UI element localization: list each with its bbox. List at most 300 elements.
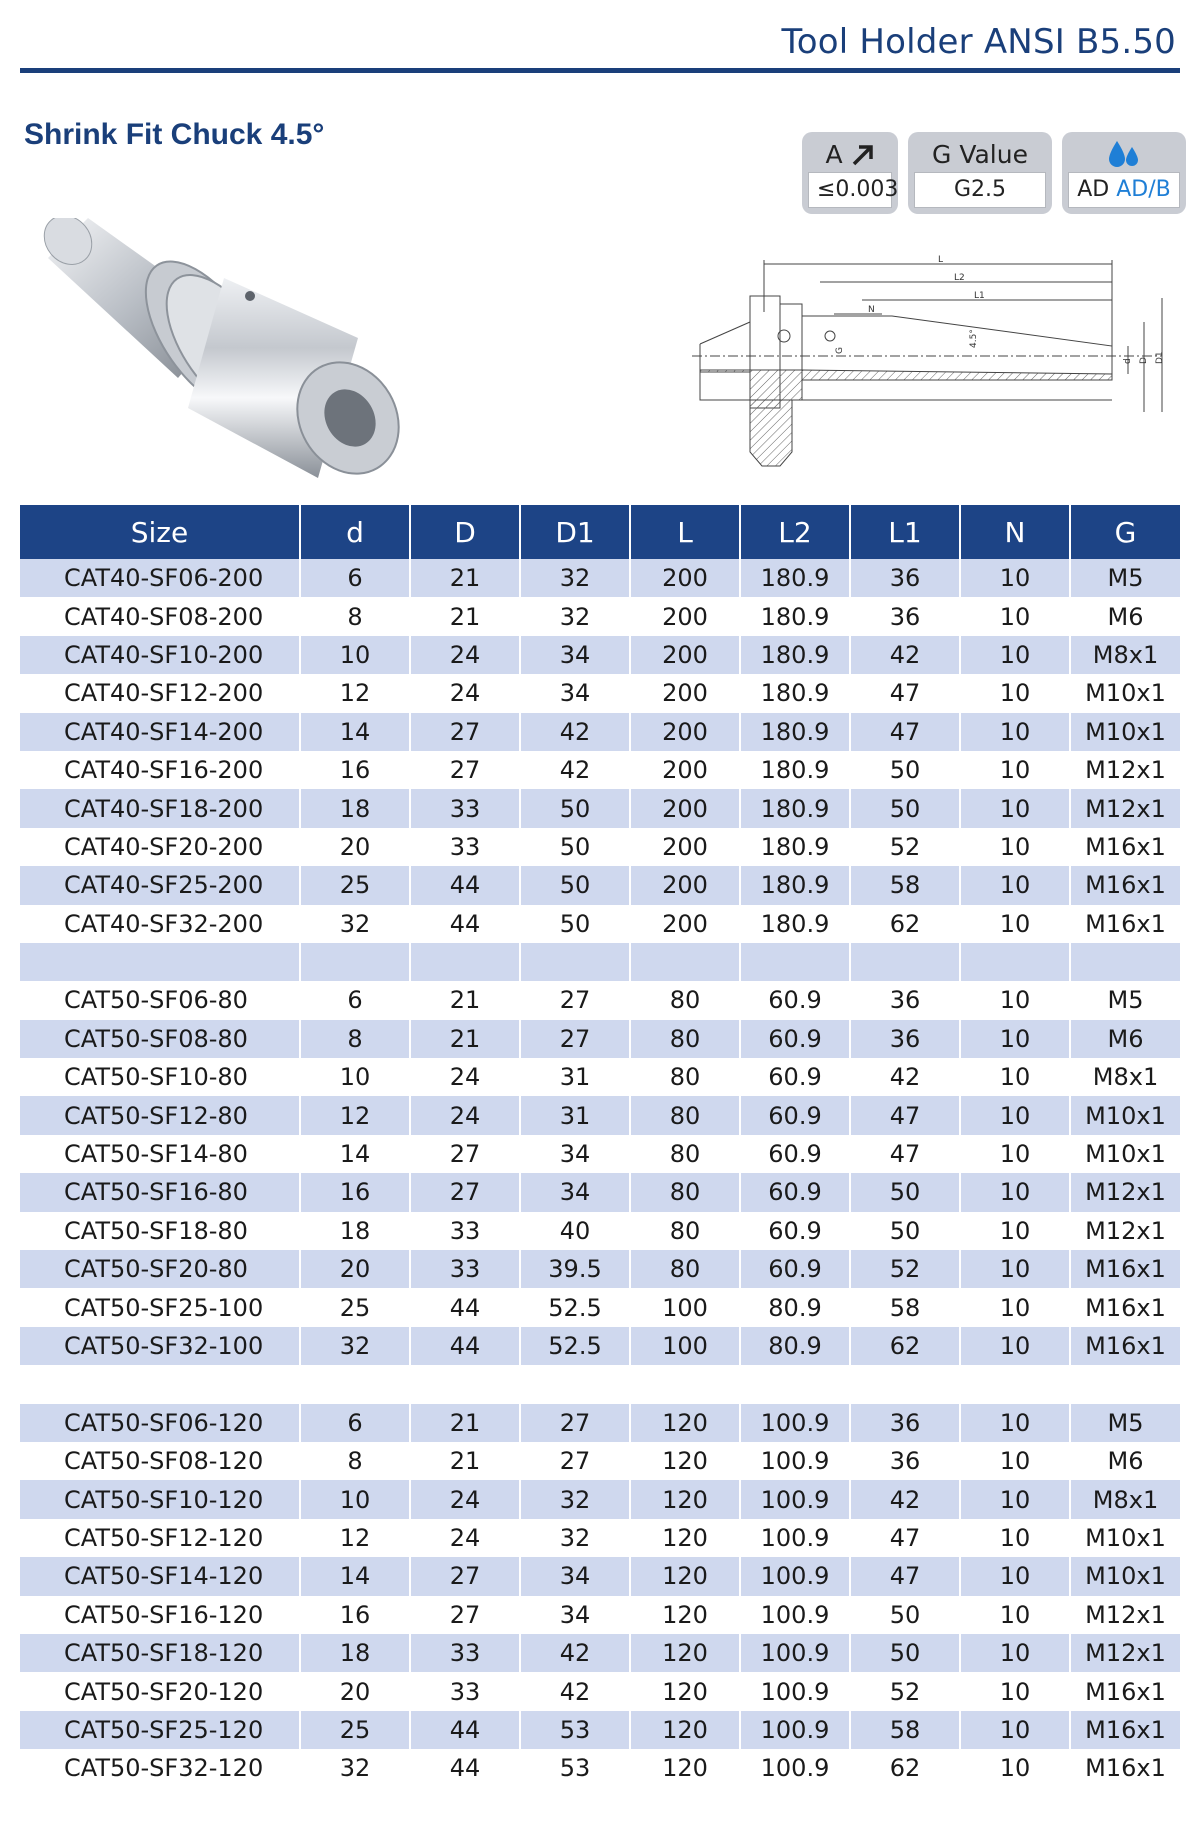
table-cell-D: 21	[410, 597, 520, 635]
table-cell-G: M16x1	[1070, 905, 1180, 943]
table-cell-G: M16x1	[1070, 1749, 1180, 1787]
table-cell-L: 80	[630, 1135, 740, 1173]
table-cell-L2: 180.9	[740, 828, 850, 866]
table-cell-D1: 53	[520, 1711, 630, 1749]
table-cell-d: 25	[300, 866, 410, 904]
table-cell-size	[20, 943, 300, 981]
table-cell-L1: 62	[850, 905, 960, 943]
table-cell-L2: 60.9	[740, 1173, 850, 1211]
table-cell-D1: 52.5	[520, 1327, 630, 1365]
table-cell-size: CAT50-SF06-80	[20, 981, 300, 1019]
table-cell-L1: 36	[850, 1020, 960, 1058]
table-cell-D1: 52.5	[520, 1288, 630, 1326]
column-header-L2: L2	[740, 505, 850, 559]
table-cell-D: 33	[410, 1212, 520, 1250]
table-cell-N: 10	[960, 866, 1070, 904]
table-cell-N: 10	[960, 1212, 1070, 1250]
column-header-d: d	[300, 505, 410, 559]
table-cell-G: M10x1	[1070, 1519, 1180, 1557]
table-cell-d: 32	[300, 1749, 410, 1787]
table-cell-L1: 52	[850, 828, 960, 866]
table-cell-G	[1070, 943, 1180, 981]
table-row	[20, 1749, 1180, 1787]
table-cell-D: 24	[410, 1096, 520, 1134]
dim-label-L1: L1	[974, 291, 985, 301]
table-cell-size: CAT50-SF20-80	[20, 1250, 300, 1288]
table-row	[20, 597, 1180, 635]
accuracy-badge	[802, 132, 898, 214]
table-row	[20, 1557, 1180, 1595]
table-cell-D: 44	[410, 1711, 520, 1749]
table-cell-D1: 27	[520, 1020, 630, 1058]
dim-label-L2: L2	[954, 273, 965, 283]
table-cell-L	[630, 943, 740, 981]
diagonal-arrow-icon	[851, 143, 875, 167]
table-cell-L: 80	[630, 1212, 740, 1250]
table-cell-D: 27	[410, 713, 520, 751]
coolant-value-adb: AD/B	[1116, 177, 1171, 202]
dim-label-D1: D1	[1155, 351, 1165, 364]
table-cell-L: 200	[630, 559, 740, 597]
coolant-value-ad: AD	[1077, 177, 1110, 202]
table-cell-L: 120	[630, 1557, 740, 1595]
table-cell-size: CAT50-SF32-120	[20, 1749, 300, 1787]
table-cell-size: CAT50-SF16-80	[20, 1173, 300, 1211]
table-cell-L1: 58	[850, 1288, 960, 1326]
table-cell-N: 10	[960, 981, 1070, 1019]
table-cell-L1: 58	[850, 866, 960, 904]
dim-label-G: G	[835, 347, 845, 354]
table-cell-L1: 47	[850, 1519, 960, 1557]
table-cell-d: 10	[300, 1480, 410, 1518]
table-cell-G: M8x1	[1070, 636, 1180, 674]
column-header-G: G	[1070, 505, 1180, 559]
table-cell-size: CAT50-SF06-120	[20, 1404, 300, 1442]
table-cell-D: 21	[410, 1404, 520, 1442]
table-cell-N: 10	[960, 1519, 1070, 1557]
table-cell-L1: 52	[850, 1672, 960, 1710]
table-cell-L1: 50	[850, 1596, 960, 1634]
table-cell-D: 27	[410, 1557, 520, 1595]
table-cell-N: 10	[960, 1480, 1070, 1518]
table-row	[20, 751, 1180, 789]
table-cell-L: 200	[630, 789, 740, 827]
table-cell-N: 10	[960, 905, 1070, 943]
table-cell-size: CAT50-SF10-80	[20, 1058, 300, 1096]
table-row	[20, 1672, 1180, 1710]
table-cell-size: CAT50-SF12-80	[20, 1096, 300, 1134]
table-row	[20, 866, 1180, 904]
table-cell-L: 120	[630, 1404, 740, 1442]
table-row	[20, 1711, 1180, 1749]
table-cell-G: M12x1	[1070, 1212, 1180, 1250]
table-cell-D: 21	[410, 1020, 520, 1058]
table-cell-L2: 180.9	[740, 713, 850, 751]
table-cell-G: M5	[1070, 559, 1180, 597]
product-photo	[28, 218, 468, 498]
table-cell-L1: 36	[850, 1404, 960, 1442]
table-cell-L2	[740, 943, 850, 981]
table-cell-N	[960, 1365, 1070, 1403]
table-cell-N: 10	[960, 1557, 1070, 1595]
table-cell-L2: 60.9	[740, 1058, 850, 1096]
dim-label-D: D	[1139, 357, 1149, 364]
table-cell-d: 10	[300, 636, 410, 674]
table-cell-L: 120	[630, 1480, 740, 1518]
table-cell-N: 10	[960, 1135, 1070, 1173]
dim-label-L: L	[938, 255, 944, 265]
table-cell-d: 8	[300, 1020, 410, 1058]
table-cell-D1: 50	[520, 866, 630, 904]
table-cell-L2: 100.9	[740, 1596, 850, 1634]
table-cell-N: 10	[960, 1250, 1070, 1288]
table-cell-size: CAT50-SF12-120	[20, 1519, 300, 1557]
table-cell-D1: 42	[520, 751, 630, 789]
table-cell-G: M12x1	[1070, 1173, 1180, 1211]
table-cell-L1: 50	[850, 789, 960, 827]
table-cell-size: CAT40-SF32-200	[20, 905, 300, 943]
table-cell-D1: 50	[520, 789, 630, 827]
accuracy-label: A	[825, 140, 843, 169]
table-cell-d: 18	[300, 1634, 410, 1672]
table-cell-L1: 50	[850, 1634, 960, 1672]
table-cell-N: 10	[960, 1096, 1070, 1134]
table-cell-D1	[520, 1365, 630, 1403]
table-row	[20, 943, 1180, 981]
table-cell-L: 80	[630, 1173, 740, 1211]
table-cell-G: M6	[1070, 597, 1180, 635]
table-row	[20, 905, 1180, 943]
spec-table	[20, 505, 1180, 1788]
table-cell-N: 10	[960, 674, 1070, 712]
table-cell-D: 24	[410, 1480, 520, 1518]
table-cell-D1: 32	[520, 1480, 630, 1518]
table-cell-size: CAT40-SF16-200	[20, 751, 300, 789]
table-cell-N: 10	[960, 636, 1070, 674]
table-row	[20, 1096, 1180, 1134]
table-row	[20, 559, 1180, 597]
table-cell-size: CAT50-SF25-100	[20, 1288, 300, 1326]
table-cell-G: M6	[1070, 1442, 1180, 1480]
table-cell-L: 120	[630, 1749, 740, 1787]
column-header-L: L	[630, 505, 740, 559]
dim-label-N: N	[868, 305, 875, 315]
table-cell-L: 80	[630, 981, 740, 1019]
table-cell-L2	[740, 1365, 850, 1403]
table-cell-N: 10	[960, 828, 1070, 866]
table-cell-L: 120	[630, 1711, 740, 1749]
table-row	[20, 1634, 1180, 1672]
table-cell-d: 16	[300, 751, 410, 789]
table-cell-L: 200	[630, 597, 740, 635]
table-cell-D1: 53	[520, 1749, 630, 1787]
table-cell-N: 10	[960, 1442, 1070, 1480]
document-title: Tool Holder ANSI B5.50	[781, 22, 1176, 62]
table-cell-d: 32	[300, 905, 410, 943]
table-cell-size: CAT50-SF14-120	[20, 1557, 300, 1595]
table-cell-D1: 34	[520, 674, 630, 712]
table-row	[20, 1135, 1180, 1173]
table-cell-L2: 60.9	[740, 1250, 850, 1288]
table-cell-L: 200	[630, 751, 740, 789]
table-cell-D	[410, 1365, 520, 1403]
table-cell-N: 10	[960, 1020, 1070, 1058]
table-cell-D: 21	[410, 981, 520, 1019]
balance-value: G2.5	[914, 172, 1046, 208]
coolant-value	[1068, 172, 1180, 208]
table-cell-L1	[850, 1365, 960, 1403]
table-cell-d: 10	[300, 1058, 410, 1096]
table-cell-L2: 80.9	[740, 1288, 850, 1326]
table-cell-d: 16	[300, 1173, 410, 1211]
table-cell-d: 20	[300, 1672, 410, 1710]
table-row	[20, 1596, 1180, 1634]
table-header-row	[20, 505, 1180, 559]
table-cell-L: 120	[630, 1596, 740, 1634]
table-cell-L: 80	[630, 1096, 740, 1134]
table-cell-L: 80	[630, 1250, 740, 1288]
balance-label: G Value	[932, 140, 1028, 169]
table-row	[20, 636, 1180, 674]
table-cell-D: 24	[410, 674, 520, 712]
table-cell-d: 8	[300, 1442, 410, 1480]
table-cell-G: M6	[1070, 1020, 1180, 1058]
table-cell-D: 27	[410, 1596, 520, 1634]
section-title: Shrink Fit Chuck 4.5°	[24, 118, 325, 151]
table-row	[20, 1519, 1180, 1557]
table-cell-L1	[850, 943, 960, 981]
table-row	[20, 981, 1180, 1019]
table-cell-size: CAT40-SF20-200	[20, 828, 300, 866]
table-cell-G: M10x1	[1070, 674, 1180, 712]
table-row	[20, 674, 1180, 712]
table-cell-L2: 60.9	[740, 981, 850, 1019]
table-cell-D1	[520, 943, 630, 981]
table-cell-size: CAT50-SF20-120	[20, 1672, 300, 1710]
table-cell-D: 44	[410, 1749, 520, 1787]
table-cell-G: M16x1	[1070, 1711, 1180, 1749]
column-header-L1: L1	[850, 505, 960, 559]
table-cell-N: 10	[960, 713, 1070, 751]
table-cell-L: 200	[630, 866, 740, 904]
table-cell-L2: 100.9	[740, 1480, 850, 1518]
table-row	[20, 1365, 1180, 1403]
coolant-badge	[1062, 132, 1186, 214]
table-cell-L1: 62	[850, 1327, 960, 1365]
table-cell-N: 10	[960, 1058, 1070, 1096]
table-cell-L2: 100.9	[740, 1557, 850, 1595]
table-cell-N: 10	[960, 1596, 1070, 1634]
table-cell-L: 80	[630, 1020, 740, 1058]
table-cell-L1: 42	[850, 636, 960, 674]
table-cell-G: M12x1	[1070, 1634, 1180, 1672]
table-cell-N	[960, 943, 1070, 981]
table-cell-size: CAT50-SF14-80	[20, 1135, 300, 1173]
table-cell-L1: 36	[850, 981, 960, 1019]
table-cell-L: 120	[630, 1519, 740, 1557]
table-cell-D: 27	[410, 1173, 520, 1211]
table-cell-size: CAT40-SF10-200	[20, 636, 300, 674]
table-cell-D1: 32	[520, 1519, 630, 1557]
table-cell-N: 10	[960, 1634, 1070, 1672]
table-cell-size: CAT40-SF12-200	[20, 674, 300, 712]
table-cell-D: 24	[410, 1058, 520, 1096]
table-row	[20, 713, 1180, 751]
table-cell-D: 24	[410, 1519, 520, 1557]
table-cell-L2: 180.9	[740, 866, 850, 904]
table-cell-d: 18	[300, 1212, 410, 1250]
table-cell-G: M5	[1070, 981, 1180, 1019]
table-cell-size: CAT50-SF25-120	[20, 1711, 300, 1749]
table-cell-d	[300, 943, 410, 981]
table-cell-d: 18	[300, 789, 410, 827]
table-cell-size: CAT40-SF08-200	[20, 597, 300, 635]
table-cell-L1: 50	[850, 1212, 960, 1250]
technical-drawing	[692, 252, 1180, 484]
table-cell-size: CAT40-SF14-200	[20, 713, 300, 751]
table-cell-D: 27	[410, 1135, 520, 1173]
table-cell-D1: 32	[520, 559, 630, 597]
table-row	[20, 1250, 1180, 1288]
table-cell-L1: 47	[850, 1096, 960, 1134]
table-cell-d: 25	[300, 1288, 410, 1326]
table-cell-L1: 62	[850, 1749, 960, 1787]
table-cell-D: 44	[410, 1288, 520, 1326]
table-cell-G: M12x1	[1070, 789, 1180, 827]
table-cell-G: M8x1	[1070, 1480, 1180, 1518]
table-cell-L	[630, 1365, 740, 1403]
column-header-size: Size	[20, 505, 300, 559]
table-cell-L: 80	[630, 1058, 740, 1096]
table-cell-d: 20	[300, 1250, 410, 1288]
table-cell-D: 33	[410, 1250, 520, 1288]
table-cell-L2: 180.9	[740, 559, 850, 597]
table-cell-L2: 180.9	[740, 597, 850, 635]
table-cell-G: M8x1	[1070, 1058, 1180, 1096]
table-row	[20, 1173, 1180, 1211]
column-header-D: D	[410, 505, 520, 559]
table-cell-N: 10	[960, 559, 1070, 597]
table-cell-G: M5	[1070, 1404, 1180, 1442]
table-cell-L1: 47	[850, 1557, 960, 1595]
table-cell-L2: 180.9	[740, 636, 850, 674]
table-cell-D1: 34	[520, 636, 630, 674]
table-cell-N: 10	[960, 751, 1070, 789]
spec-badges	[802, 132, 1186, 214]
table-cell-size: CAT40-SF06-200	[20, 559, 300, 597]
table-cell-N: 10	[960, 597, 1070, 635]
table-cell-D1: 34	[520, 1557, 630, 1595]
table-cell-L1: 47	[850, 1135, 960, 1173]
table-cell-G: M16x1	[1070, 1327, 1180, 1365]
table-cell-size: CAT50-SF08-120	[20, 1442, 300, 1480]
table-cell-G: M16x1	[1070, 866, 1180, 904]
table-cell-d: 14	[300, 713, 410, 751]
table-cell-D	[410, 943, 520, 981]
table-cell-L2: 180.9	[740, 674, 850, 712]
table-cell-L2: 100.9	[740, 1634, 850, 1672]
table-cell-D1: 34	[520, 1173, 630, 1211]
table-cell-d: 6	[300, 559, 410, 597]
table-cell-L1: 36	[850, 597, 960, 635]
table-cell-N: 10	[960, 1749, 1070, 1787]
table-cell-D1: 31	[520, 1096, 630, 1134]
table-cell-L1: 50	[850, 1173, 960, 1211]
table-cell-size: CAT50-SF08-80	[20, 1020, 300, 1058]
table-cell-d: 12	[300, 674, 410, 712]
table-cell-L2: 180.9	[740, 905, 850, 943]
table-row	[20, 1442, 1180, 1480]
table-cell-size: CAT40-SF25-200	[20, 866, 300, 904]
table-cell-L2: 100.9	[740, 1749, 850, 1787]
table-cell-G: M10x1	[1070, 1557, 1180, 1595]
table-cell-D: 27	[410, 751, 520, 789]
table-cell-L1: 58	[850, 1711, 960, 1749]
table-cell-D1: 31	[520, 1058, 630, 1096]
table-cell-G: M16x1	[1070, 1288, 1180, 1326]
table-row	[20, 1058, 1180, 1096]
table-cell-d: 6	[300, 1404, 410, 1442]
coolant-drops-icon	[1107, 139, 1141, 171]
table-row	[20, 1327, 1180, 1365]
table-cell-size: CAT50-SF18-80	[20, 1212, 300, 1250]
table-cell-D: 44	[410, 866, 520, 904]
table-cell-D1: 27	[520, 1442, 630, 1480]
table-cell-L1: 42	[850, 1480, 960, 1518]
table-cell-N: 10	[960, 1327, 1070, 1365]
dim-label-angle: 4.5°	[969, 329, 979, 348]
table-cell-G: M10x1	[1070, 1135, 1180, 1173]
table-cell-L2: 60.9	[740, 1135, 850, 1173]
table-cell-D1: 42	[520, 713, 630, 751]
table-cell-size: CAT50-SF18-120	[20, 1634, 300, 1672]
table-cell-D: 44	[410, 905, 520, 943]
table-cell-L2: 100.9	[740, 1711, 850, 1749]
table-cell-L: 200	[630, 828, 740, 866]
table-row	[20, 1288, 1180, 1326]
table-cell-L: 200	[630, 905, 740, 943]
table-cell-L: 200	[630, 674, 740, 712]
table-cell-D: 21	[410, 1442, 520, 1480]
table-cell-D1: 42	[520, 1672, 630, 1710]
table-cell-G: M12x1	[1070, 751, 1180, 789]
table-cell-d	[300, 1365, 410, 1403]
table-cell-L2: 100.9	[740, 1519, 850, 1557]
table-cell-L2: 60.9	[740, 1212, 850, 1250]
table-cell-size	[20, 1365, 300, 1403]
table-cell-D1: 42	[520, 1634, 630, 1672]
table-cell-L2: 100.9	[740, 1404, 850, 1442]
table-cell-L2: 60.9	[740, 1020, 850, 1058]
accuracy-value: ≤0.003	[808, 172, 892, 208]
table-cell-d: 32	[300, 1327, 410, 1365]
table-cell-L2: 100.9	[740, 1442, 850, 1480]
table-cell-size: CAT40-SF18-200	[20, 789, 300, 827]
table-cell-size: CAT50-SF10-120	[20, 1480, 300, 1518]
table-cell-d: 20	[300, 828, 410, 866]
table-cell-L2: 60.9	[740, 1096, 850, 1134]
table-cell-G: M12x1	[1070, 1596, 1180, 1634]
table-cell-N: 10	[960, 1711, 1070, 1749]
table-cell-G	[1070, 1365, 1180, 1403]
table-cell-d: 16	[300, 1596, 410, 1634]
table-cell-L2: 100.9	[740, 1672, 850, 1710]
table-cell-L: 100	[630, 1327, 740, 1365]
table-cell-G: M10x1	[1070, 713, 1180, 751]
table-row	[20, 789, 1180, 827]
table-cell-D1: 27	[520, 981, 630, 1019]
table-cell-d: 6	[300, 981, 410, 1019]
